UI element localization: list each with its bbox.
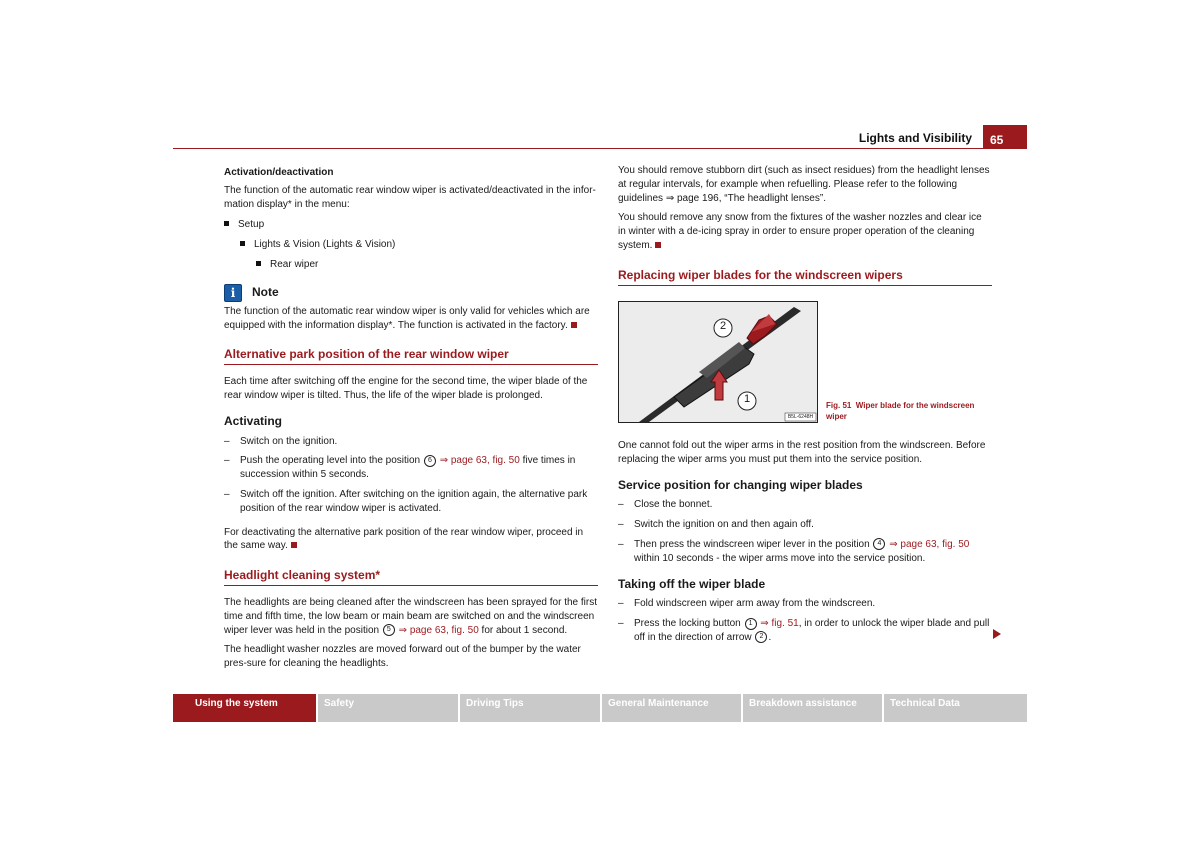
bullet-icon: [240, 241, 245, 246]
position-marker: 1: [745, 618, 757, 630]
menu-item-lights: Lights & Vision (Lights & Vision): [224, 238, 598, 252]
position-marker: 6: [424, 455, 436, 467]
service-heading: Service position for changing wiper blades: [618, 477, 863, 492]
note-text: The function of the automatic rear window wiper is only valid for vehicles which are equipped with the information display*. The function is activated in the factory.: [224, 305, 590, 331]
alt-park-heading: Alternative park position of the rear window wiper: [224, 348, 598, 365]
step-1: – Switch on the ignition.: [224, 435, 338, 447]
svc-step-1: – Close the bonnet.: [618, 499, 713, 511]
activating-heading: Activating: [224, 413, 283, 428]
end-marker-icon: [291, 542, 297, 548]
footer-tab-safety[interactable]: Safety: [318, 694, 458, 722]
take-step-2: – Press the locking button 1 ⇒ fig. 51, in order to unlock the wiper blade and pull off in the direction of arrow 2 .: [618, 618, 990, 643]
headlight-text-1: The headlights are being cleaned after the windscreen has been sprayed for the first time and fifth time, the low beam or main beam are switched on and the windscreen wiper lever was held in the position 5 ⇒ page 63, fig. 50 for about 1 second.: [224, 596, 598, 636]
info-icon: i: [224, 284, 242, 302]
position-marker: 2: [755, 631, 767, 643]
step-2: – Push the operating level into the position 6 ⇒ page 63, fig. 50 five times in succession within 5 seconds.: [224, 455, 576, 481]
left-column: [224, 166, 598, 677]
page-ref-link[interactable]: ⇒ page 63, fig. 50: [398, 624, 479, 636]
note-label: Note: [252, 284, 279, 299]
wiper-heading: Replacing wiper blades for the windscreen wipers: [618, 269, 992, 286]
figure-wiper-blade: [618, 301, 818, 423]
deactivate-text: For deactivating the alternative park position of the rear window wiper, proceed in the same way.: [224, 526, 584, 552]
page-ref-link[interactable]: ⇒ page 63, fig. 50: [889, 538, 970, 550]
headlight-heading: Headlight cleaning system*: [224, 569, 598, 586]
activation-text: The function of the automatic rear window wiper is activated/deactivated in the infor-mation display* in the menu:: [224, 184, 596, 210]
fig-code: B5L-6248H: [787, 414, 814, 420]
right-column: [618, 164, 992, 296]
position-marker: 5: [383, 624, 395, 636]
footer-tab-general-maintenance[interactable]: General Maintenance: [602, 694, 741, 722]
right-column-lower: [618, 439, 992, 650]
page-ref-link[interactable]: ⇒ page 196, “The headlight lenses”.: [665, 192, 826, 204]
taking-heading: Taking off the wiper blade: [618, 576, 766, 591]
fold-text: One cannot fold out the wiper arms in the rest position from the windscreen. Before replacing the wiper arms you must put them into the service position.: [618, 440, 986, 465]
svc-step-2: – Switch the ignition on and then again off.: [618, 519, 814, 531]
figure-caption: Fig. 51 Wiper blade for the windscreen wiper: [826, 401, 975, 421]
dirt-text: You should remove stubborn dirt (such as insect residues) from the headlight lenses at regular intervals, for example when refuelling. Please refer to the following guidelines ⇒ page 196, “The headlight lenses”.: [618, 165, 990, 204]
end-marker-icon: [655, 242, 661, 248]
end-marker-icon: [571, 322, 577, 328]
alt-park-text: Each time after switching off the engine for the second time, the wiper blade of the rear window wiper is tilted. Thus, the life of the wiper blade is prolonged.: [224, 376, 588, 401]
footer-tab-driving-tips[interactable]: Driving Tips: [460, 694, 600, 722]
header-rule: [173, 148, 1027, 149]
footer-tab-breakdown-assistance[interactable]: Breakdown assistance: [743, 694, 882, 722]
position-marker: 4: [873, 538, 885, 550]
page-ref-link[interactable]: ⇒ page 63, fig. 50: [439, 455, 520, 467]
fig-callout-1: 1: [743, 393, 751, 405]
step-3: – Switch off the ignition. After switching on the ignition again, the alternative park position of the rear window wiper is activated.: [224, 488, 588, 514]
bullet-icon: [256, 261, 261, 266]
menu-item-setup: Setup: [224, 218, 598, 232]
page-number: 65: [983, 125, 1027, 149]
footer-tab-using-the-system[interactable]: Using the system: [173, 694, 316, 722]
note-header: [224, 284, 598, 302]
menu-item-rear-wiper: Rear wiper: [224, 258, 598, 272]
next-page-arrow-icon[interactable]: [993, 629, 1001, 639]
take-step-1: – Fold windscreen wiper arm away from the windscreen.: [618, 598, 876, 610]
fig-ref-link[interactable]: ⇒ fig. 51: [760, 618, 799, 630]
headlight-text-2: The headlight washer nozzles are moved forward out of the bumper by the water pres-sure for cleaning the headlights.: [224, 644, 581, 670]
svc-step-3: – Then press the windscreen wiper lever in the position 4 ⇒ page 63, fig. 50 within 10 seconds - the wiper arms move into the service position.: [618, 538, 970, 564]
fig-callout-2: 2: [719, 320, 727, 332]
snow-text: You should remove any snow from the fixtures of the washer nozzles and clear ice in winter with a de-icing spray in order to ensure proper operation of the cleaning system.: [618, 212, 982, 251]
bullet-icon: [224, 221, 229, 226]
footer-tab-technical-data[interactable]: Technical Data: [884, 694, 1027, 722]
section-title: Lights and Visibility: [858, 131, 972, 145]
activation-heading: Activation/deactivation: [224, 167, 334, 178]
